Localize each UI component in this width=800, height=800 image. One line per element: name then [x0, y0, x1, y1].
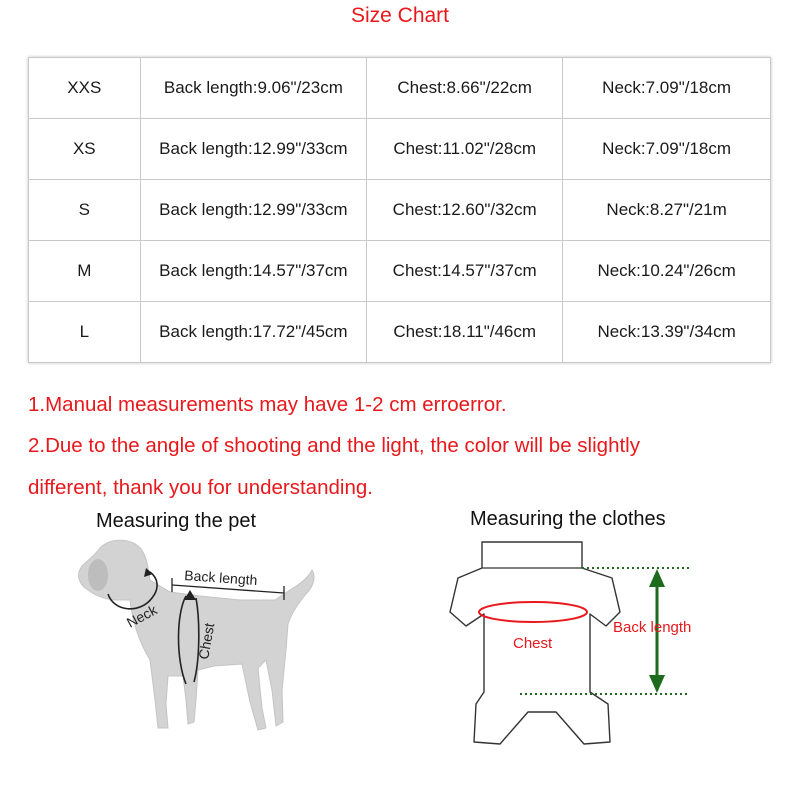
- neck-cell: Neck:13.39"/34cm: [563, 302, 771, 363]
- clothes-back-length-label: Back length: [613, 619, 692, 636]
- clothes-chest-label: Chest: [513, 635, 553, 652]
- chest-cell: Chest:12.60"/32cm: [367, 180, 563, 241]
- size-cell: M: [29, 241, 141, 302]
- chest-cell: Chest:18.11"/46cm: [367, 302, 563, 363]
- size-cell: S: [29, 180, 141, 241]
- note-color-difference: 2.Due to the angle of shooting and the light, the color will be slightly: [28, 434, 640, 457]
- back-length-cell: Back length:12.99"/33cm: [140, 119, 367, 180]
- neck-cell: Neck:8.27"/21m: [563, 180, 771, 241]
- size-chart-title: Size Chart: [350, 4, 450, 27]
- note-color-difference-cont: different, thank you for understanding.: [28, 476, 373, 499]
- arrow-up-icon: [649, 569, 665, 587]
- clothes-heading: Measuring the clothes: [470, 508, 666, 530]
- note-measurement-error: 1.Manual measurements may have 1-2 cm erroerror.: [28, 393, 507, 416]
- back-length-cell: Back length:17.72"/45cm: [140, 302, 367, 363]
- size-cell: XXS: [29, 58, 141, 119]
- back-length-cell: Back length:14.57"/37cm: [140, 241, 367, 302]
- chest-cell: Chest:14.57"/37cm: [367, 241, 563, 302]
- neck-cell: Neck:10.24"/26cm: [563, 241, 771, 302]
- arrow-down-icon: [649, 675, 665, 693]
- chest-cell: Chest:11.02"/28cm: [367, 119, 563, 180]
- neck-cell: Neck:7.09"/18cm: [563, 119, 771, 180]
- pet-chest-label: Chest: [195, 621, 218, 661]
- pet-back-length-label: Back length: [183, 567, 258, 589]
- pet-heading: Measuring the pet: [96, 510, 257, 532]
- back-length-cell: Back length:12.99"/33cm: [140, 180, 367, 241]
- size-cell: L: [29, 302, 141, 363]
- pet-neck-label: Neck: [123, 601, 160, 631]
- size-cell: XS: [29, 119, 141, 180]
- chest-cell: Chest:8.66"/22cm: [367, 58, 563, 119]
- back-length-cell: Back length:9.06"/23cm: [140, 58, 367, 119]
- neck-cell: Neck:7.09"/18cm: [563, 58, 771, 119]
